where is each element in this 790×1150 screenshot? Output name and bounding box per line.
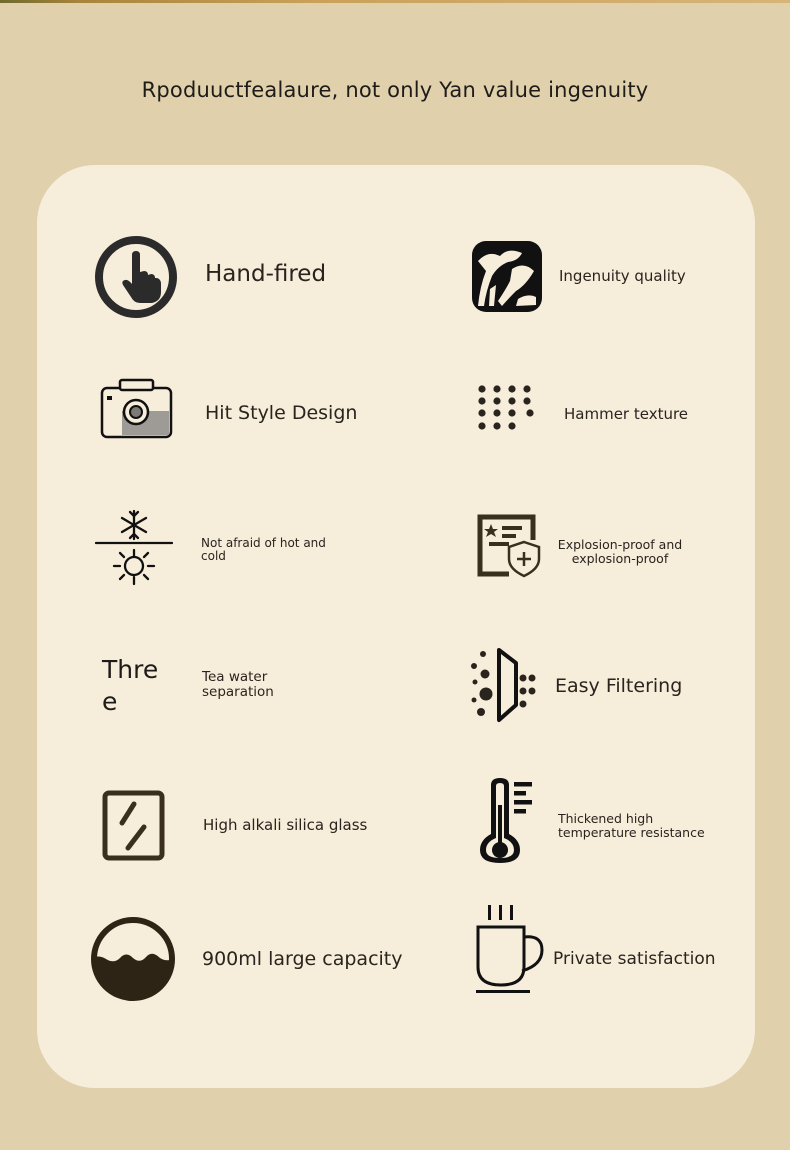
camera-icon — [100, 378, 174, 440]
feature-label: Ingenuity quality — [559, 267, 686, 285]
feature-label: Easy Filtering — [555, 675, 683, 697]
feature-label: Hit Style Design — [205, 402, 358, 424]
features-card — [37, 165, 755, 1088]
hot-cup-icon — [474, 905, 548, 994]
snow-sun-icon — [95, 508, 173, 588]
brush-art-icon — [472, 241, 542, 312]
shield-certificate-icon — [477, 514, 543, 578]
three-text-icon: Three — [102, 655, 159, 716]
filter-icon — [469, 647, 537, 725]
feature-label: Not afraid of hot and cold — [201, 536, 326, 564]
water-level-icon — [90, 916, 176, 1002]
feature-label: Explosion-proof and explosion-proof — [557, 537, 683, 566]
glass-panel-icon — [102, 790, 165, 861]
feature-label: Hand-fired — [205, 261, 327, 287]
top-strip — [0, 0, 790, 3]
dots-grid-icon — [476, 383, 538, 439]
feature-label: Thickened high temperature resistance — [558, 811, 705, 840]
feature-label: 900ml large capacity — [202, 948, 403, 970]
page-title: Rpoduuctfealaure, not only Yan value ingenuity — [141, 78, 649, 102]
feature-label: High alkali silica glass — [203, 816, 368, 834]
feature-label: Tea water separation — [202, 669, 274, 700]
thermometer-icon — [478, 777, 536, 865]
feature-label: Private satisfaction — [553, 949, 716, 969]
feature-label: Hammer texture — [564, 405, 689, 423]
pointing-hand-icon — [94, 235, 178, 319]
